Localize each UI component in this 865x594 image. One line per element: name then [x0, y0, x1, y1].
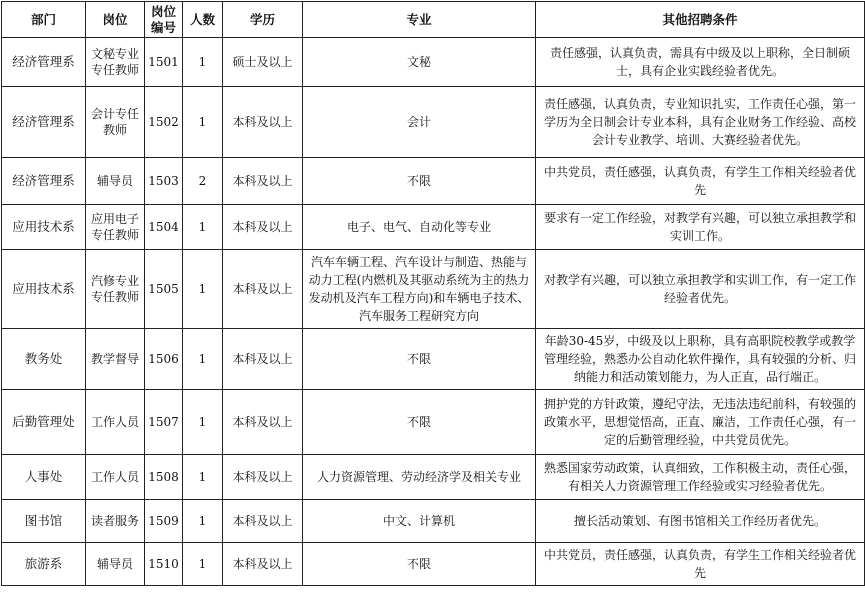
- cell-count: 1: [183, 38, 223, 87]
- cell-major: 汽车车辆工程、汽车设计与制造、热能与动力工程(内燃机及其驱动系统为主的热力发动机及汽车工程方向)和车辆电子技术、汽车服务工程研究方向: [303, 250, 536, 329]
- cell-major: 不限: [303, 158, 536, 205]
- cell-major: 不限: [303, 543, 536, 586]
- cell-edu: 本科及以上: [223, 87, 303, 158]
- cell-count: 1: [183, 87, 223, 158]
- table-row: [2, 390, 865, 455]
- cell-major: 文秘: [303, 38, 536, 87]
- cell-code: 1503: [145, 158, 183, 205]
- cell-count: 1: [183, 455, 223, 500]
- cell-post: 会计专任教师: [86, 87, 145, 158]
- table-row: [2, 329, 865, 390]
- cell-edu: 硕士及以上: [223, 38, 303, 87]
- header-count: 人数: [183, 2, 223, 38]
- cell-dept: 应用技术系: [2, 250, 86, 329]
- cell-major: 电子、电气、自动化等专业: [303, 205, 536, 250]
- cell-edu: 本科及以上: [223, 390, 303, 455]
- table-row: [2, 38, 865, 87]
- table-row: [2, 543, 865, 586]
- table-row: [2, 205, 865, 250]
- header-row: [2, 2, 865, 38]
- header-code-line1: 岗位: [150, 3, 176, 19]
- cell-cond: 要求有一定工作经验，对教学有兴趣，可以独立承担教学和实训工作。: [536, 205, 865, 250]
- header-edu: 学历: [223, 2, 303, 38]
- cell-dept: 图书馆: [2, 500, 86, 543]
- cell-count: 1: [183, 250, 223, 329]
- header-cond: 其他招聘条件: [536, 2, 865, 38]
- cell-code: 1508: [145, 455, 183, 500]
- cell-edu: 本科及以上: [223, 205, 303, 250]
- cell-major: 不限: [303, 390, 536, 455]
- cell-edu: 本科及以上: [223, 543, 303, 586]
- cell-cond: 年龄30-45岁，中级及以上职称，具有高职院校教学或教学管理经验，熟悉办公自动化软件操作，具有较强的分析、归纳能力和活动策划能力，为人正直，品行端正。: [536, 329, 865, 390]
- recruitment-table: [1, 1, 865, 586]
- table-row: [2, 250, 865, 329]
- cell-code: 1510: [145, 543, 183, 586]
- cell-code: 1502: [145, 87, 183, 158]
- cell-dept: 人事处: [2, 455, 86, 500]
- cell-code: 1504: [145, 205, 183, 250]
- cell-count: 1: [183, 205, 223, 250]
- header-dept: 部门: [2, 2, 86, 38]
- cell-post: 辅导员: [86, 158, 145, 205]
- table-row: [2, 455, 865, 500]
- cell-post: 工作人员: [86, 455, 145, 500]
- cell-count: 1: [183, 543, 223, 586]
- header-post: 岗位: [86, 2, 145, 38]
- cell-post: 应用电子专任教师: [86, 205, 145, 250]
- table-row: [2, 87, 865, 158]
- cell-major: 会计: [303, 87, 536, 158]
- header-code-line2: 编号: [150, 19, 176, 35]
- cell-cond: 拥护党的方针政策，遵纪守法，无违法违纪前科，有较强的政策水平，思想觉悟高，正直、廉洁，工作责任心强，有一定的后勤管理经验，中共党员优先。: [536, 390, 865, 455]
- cell-code: 1505: [145, 250, 183, 329]
- cell-dept: 后勤管理处: [2, 390, 86, 455]
- cell-major: 中文、计算机: [303, 500, 536, 543]
- cell-count: 1: [183, 329, 223, 390]
- cell-post: 读者服务: [86, 500, 145, 543]
- cell-edu: 本科及以上: [223, 329, 303, 390]
- cell-cond: 中共党员，责任感强，认真负责，有学生工作相关经验者优先: [536, 158, 865, 205]
- header-code: [145, 2, 183, 38]
- cell-edu: 本科及以上: [223, 455, 303, 500]
- cell-cond: 责任感强，认真负责，需具有中级及以上职称，全日制硕士，具有企业实践经验者优先。: [536, 38, 865, 87]
- cell-dept: 经济管理系: [2, 38, 86, 87]
- cell-post: 汽修专业专任教师: [86, 250, 145, 329]
- cell-cond: 熟悉国家劳动政策，认真细致，工作积极主动，责任心强，有相关人力资源管理工作经验或实习经验者优先。: [536, 455, 865, 500]
- cell-code: 1506: [145, 329, 183, 390]
- cell-count: 1: [183, 390, 223, 455]
- cell-count: 2: [183, 158, 223, 205]
- cell-code: 1507: [145, 390, 183, 455]
- cell-dept: 经济管理系: [2, 158, 86, 205]
- cell-edu: 本科及以上: [223, 500, 303, 543]
- cell-post: 工作人员: [86, 390, 145, 455]
- cell-cond: 对教学有兴趣，可以独立承担教学和实训工作，有一定工作经验者优先。: [536, 250, 865, 329]
- cell-code: 1501: [145, 38, 183, 87]
- cell-cond: 中共党员，责任感强，认真负责，有学生工作相关经验者优先: [536, 543, 865, 586]
- header-major: 专业: [303, 2, 536, 38]
- cell-dept: 旅游系: [2, 543, 86, 586]
- cell-cond: 责任感强，认真负责，专业知识扎实，工作责任心强，第一学历为全日制会计专业本科，具有企业财务工作经验、高校会计专业教学、培训、大赛经验者优先。: [536, 87, 865, 158]
- cell-post: 文秘专业专任教师: [86, 38, 145, 87]
- cell-major: 不限: [303, 329, 536, 390]
- table-row: [2, 500, 865, 543]
- cell-major: 人力资源管理、劳动经济学及相关专业: [303, 455, 536, 500]
- cell-post: 辅导员: [86, 543, 145, 586]
- cell-post: 教学督导: [86, 329, 145, 390]
- cell-count: 1: [183, 500, 223, 543]
- cell-cond: 擅长活动策划、有图书馆相关工作经历者优先。: [536, 500, 865, 543]
- cell-dept: 经济管理系: [2, 87, 86, 158]
- cell-dept: 教务处: [2, 329, 86, 390]
- table-row: [2, 158, 865, 205]
- cell-edu: 本科及以上: [223, 158, 303, 205]
- cell-code: 1509: [145, 500, 183, 543]
- cell-dept: 应用技术系: [2, 205, 86, 250]
- cell-edu: 本科及以上: [223, 250, 303, 329]
